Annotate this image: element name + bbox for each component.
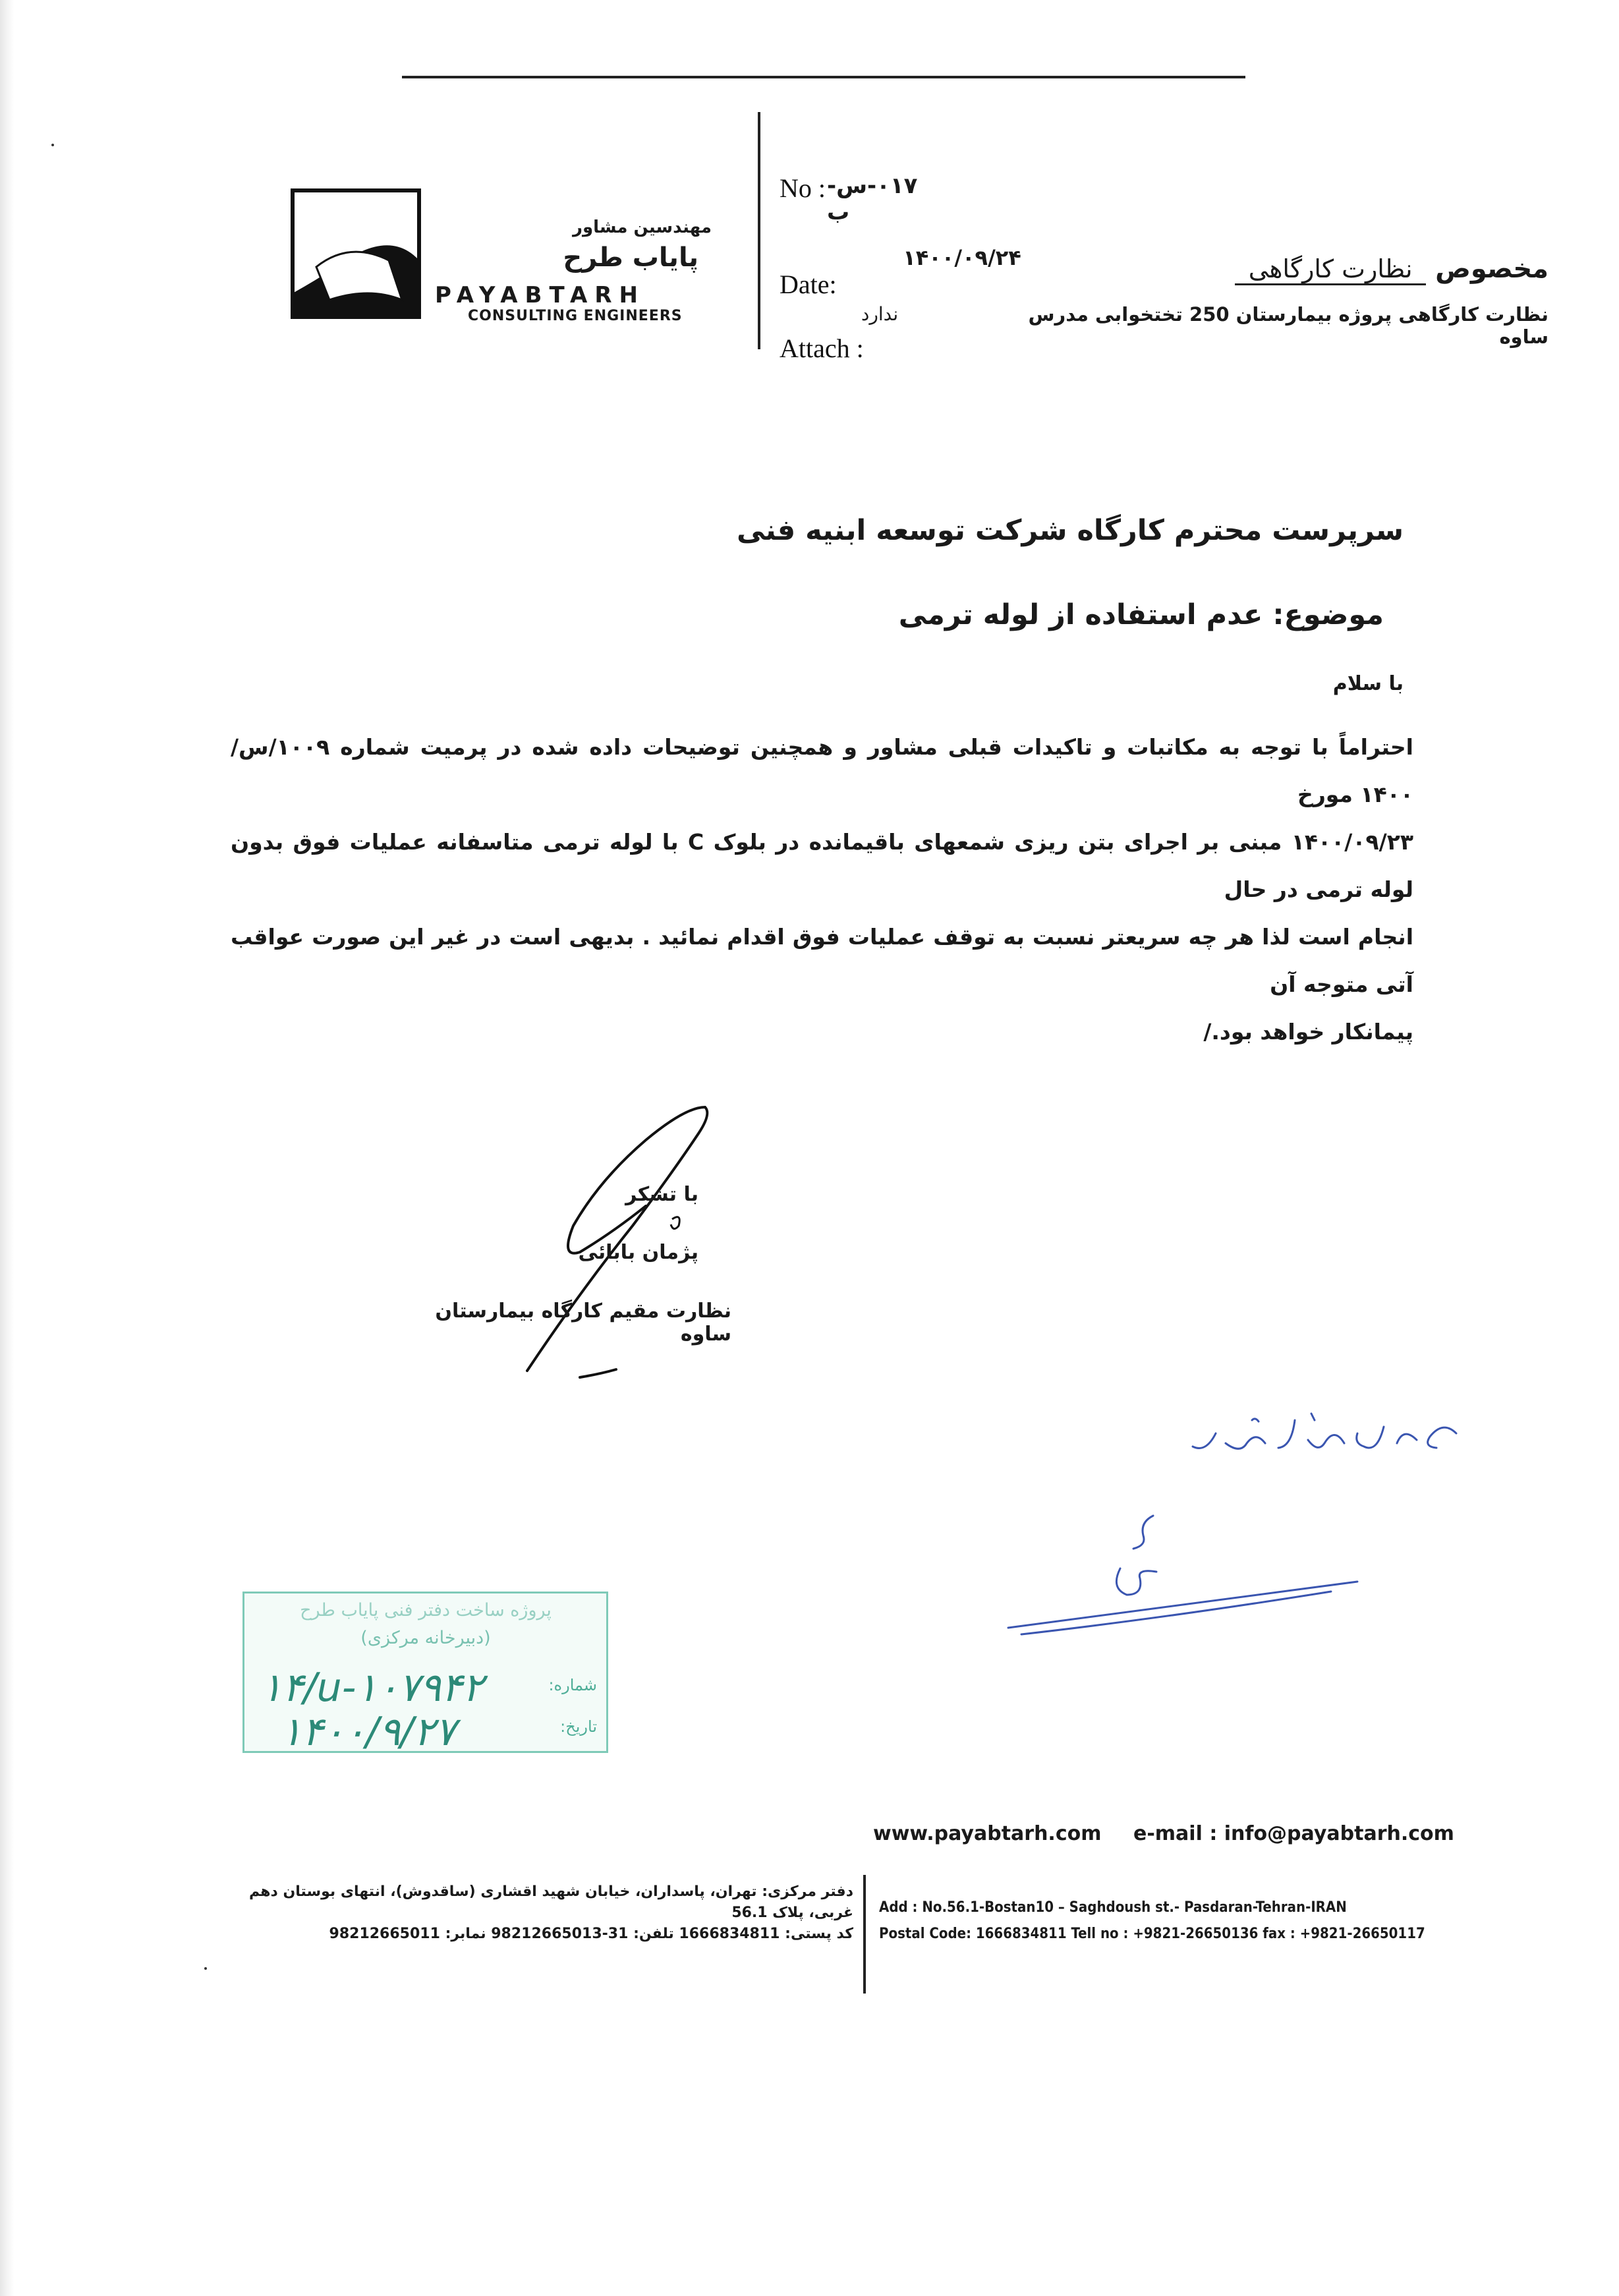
footer-email[interactable]: e-mail : info@payabtarh.com <box>1133 1822 1454 1845</box>
stamp-number-label: شماره: <box>548 1676 597 1694</box>
no-label: No : <box>780 173 826 203</box>
header-top-rule <box>402 76 1245 78</box>
attachment-value: ندارد <box>861 303 899 325</box>
body-line: انجام است لذا هر چه سریعتر نسبت به توقف عملیات فوق اقدام نمائید . بدیهی است در غیر این صورت عواقب آتی متوجه آن <box>231 924 1413 997</box>
letter-number: ۰۱۷-س-ب <box>827 173 918 225</box>
signer-title: نظارت مقیم کارگاه بیمارستان ساوه <box>435 1300 731 1346</box>
footer-fa-line: کد پستی: 1666834811 تلفن: 31-98212665013 نمابر: 98212665011 <box>329 1926 853 1942</box>
body-line: پیمانکار خواهد بود./ <box>1203 1019 1413 1045</box>
handwritten-initial <box>1002 1496 1371 1648</box>
footer-divider <box>863 1875 866 1994</box>
project-line: نظارت کارگاهی پروژه بیمارستان 250 تختخوابی مدرس ساوه <box>1028 303 1548 348</box>
scan-speck <box>204 1967 207 1970</box>
handwritten-note <box>1179 1407 1463 1479</box>
logo-fa-name: پایاب طرح <box>563 243 698 273</box>
footer-en-line: Add : No.56.1-Bostan10 – Saghdoush st.- Pasdaran-Tehran-IRAN <box>879 1899 1347 1916</box>
scan-speck <box>51 144 54 146</box>
attach-label: Attach : <box>780 333 864 363</box>
logo-en-subtitle: CONSULTING ENGINEERS <box>468 308 683 324</box>
footer-fa-line: دفتر مرکزی: تهران، پاسداران، خیابان شهید اقشاری (ساقدوش)، انتهای بوستان دهم غربی، پلاک 56.1 <box>249 1883 853 1921</box>
stamp-date-value: ۱۴۰۰/۹/۲۷ <box>281 1709 457 1755</box>
greeting: با سلام <box>1332 672 1404 695</box>
header-divider <box>758 112 760 349</box>
logo-fa-subtitle: مهندسین مشاور <box>573 217 712 237</box>
letter-date: ۱۴۰۰/۰۹/۲۴ <box>903 245 1021 270</box>
signer-name: پژمان بابائی <box>578 1241 698 1264</box>
stamp-title: پروژه ساخت دفتر فنی پایاب طرح <box>300 1600 552 1621</box>
body-line: احتراماً با توجه به مکاتبات و تاکیدات قبلی مشاور و همچنین توضیحات داده شده در پرمیت شماره ۱۰۰۹/س/۱۴۰۰ مورخ <box>231 734 1413 807</box>
footer-fa-address <box>221 1881 853 1945</box>
body-paragraph <box>231 724 1413 1056</box>
special-prefix: مخصوص <box>1435 254 1548 284</box>
body-line: ۱۴۰۰/۰۹/۲۳ مبنی بر اجرای بتن ریزی شمعهای باقیمانده در بلوک C با لوله ترمی متاسفانه عملیات فوق بدون لوله ترمی در حال <box>231 829 1413 902</box>
recipient: سرپرست محترم کارگاه شرکت توسعه ابنیه فنی <box>736 514 1404 547</box>
subject: موضوع: عدم استفاده از لوله ترمی <box>898 598 1384 631</box>
secretariat-stamp <box>242 1592 608 1753</box>
payabtarh-logo <box>290 188 422 320</box>
date-label: Date: <box>780 270 837 299</box>
footer-en-address <box>879 1895 1472 1947</box>
stamp-subtitle: (دبیرخانه مرکزی) <box>360 1628 491 1648</box>
signature-thanks: با تشکر <box>625 1183 698 1206</box>
scan-edge <box>0 0 14 2296</box>
stamp-date-label: تاریخ: <box>560 1717 597 1736</box>
footer-website[interactable]: www.payabtarh.com <box>873 1822 1102 1845</box>
logo-en-name: PAYABTARH <box>435 282 645 308</box>
special-for-row <box>1179 254 1548 285</box>
stamp-number-value: ۱۴/u-۱۰۷۹۴۲ <box>261 1665 484 1711</box>
footer-en-line: Postal Code: 1666834811 Tell no : +9821-26650136 fax : +9821-26650117 <box>879 1926 1425 1942</box>
special-field: نظارت کارگاهی <box>1235 254 1426 285</box>
